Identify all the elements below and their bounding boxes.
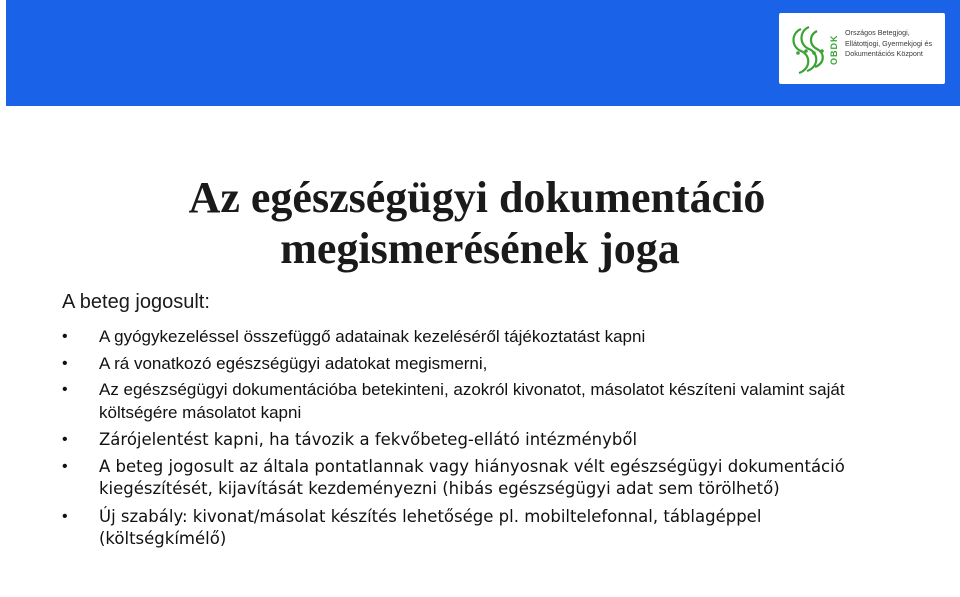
rights-list <box>62 326 892 555</box>
slide-title <box>0 172 960 274</box>
list-item-text: A rá vonatkozó egészségügyi adatokat megismerni, <box>99 353 488 373</box>
logo-organization-name: Országos Betegjogi, Ellátottjogi, Gyermekjogi és Dokumentációs Központ <box>845 28 933 58</box>
obdk-logo-icon <box>787 21 831 77</box>
list-item-text: Új szabály: kivonat/másolat készítés lehetősége pl. mobiltelefonnal, táblagéppel (költségkímélő) <box>99 506 762 548</box>
logo-abbreviation: OBDK <box>829 34 839 66</box>
list-item <box>62 353 892 376</box>
list-item <box>62 326 892 349</box>
bullet-marker: • <box>62 381 68 398</box>
list-item <box>62 456 892 501</box>
bullet-marker: • <box>62 354 68 372</box>
slide-title-line-2: megismerésének joga <box>280 224 680 273</box>
bullet-marker: • <box>62 457 68 475</box>
intro-text: A beteg jogosult: <box>62 291 210 313</box>
list-item <box>62 379 892 424</box>
header-banner <box>6 0 960 106</box>
list-item <box>62 429 892 452</box>
bullet-marker: • <box>62 431 68 448</box>
list-item-text: Zárójelentést kapni, ha távozik a fekvőbeteg-ellátó intézményből <box>99 430 638 449</box>
bullet-marker: • <box>62 507 68 525</box>
list-item-text: A gyógykezeléssel összefüggő adatainak kezeléséről tájékoztatást kapni <box>99 327 646 346</box>
list-item <box>62 506 892 551</box>
slide-title-line-1: Az egészségügyi dokumentáció <box>188 173 766 222</box>
bullet-marker: • <box>62 328 68 345</box>
list-item-text: Az egészségügyi dokumentációba betekinteni, azokról kivonatot, másolatot készíteni valamint saját költségére másolatot kapni <box>99 380 845 422</box>
list-item-text: A beteg jogosult az általa pontatlannak vagy hiányosnak vélt egészségügyi dokumentáció kiegészítését, kijavítását kezdeményezni (hibás egészségügyi adat sem törölhető) <box>99 456 845 498</box>
organization-logo <box>779 13 945 84</box>
